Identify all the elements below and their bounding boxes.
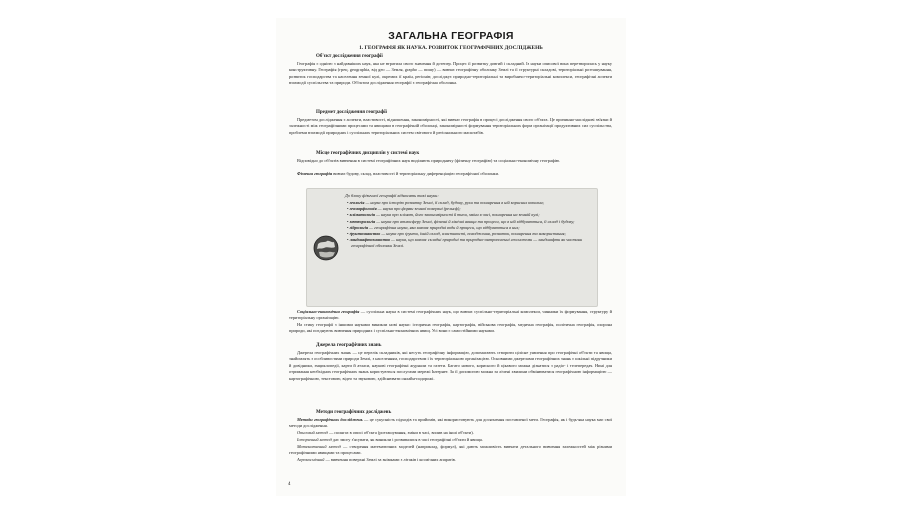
paragraph-sources: Джерела географічних знань — це перелік складників, які несуть географічну інформацію, допомагають створити цілісне уявлення про географічні об'єкти та явища, знайомлять з особливостями природи Землі, з населенням, господарством і їх територіальною організацією. Основними джерелами географічних знань є шкільні підручники й довідники, енциклопедії, карти й атласи, наукові географічні журнали та газети. Багато нового, корисного й цікавого можна дізнатися з радіо- і телепередач. Нині для отримання необхідних географічних знань користуються послугами мережі Інтернет. За її допомогою можна за лічені хвилини обмінюватися географічною інформацією — картографічною, текстовою, відео та звуковою, здійснювати онлайн-подорожі. [289,350,612,381]
section-heading-place: Місце географічних дисциплін у системі наук [316,151,420,156]
definition-text: — вивчення поверхні Землі за знімками з літаків і космічних апаратів. [324,457,456,462]
method-aerospace [289,457,612,463]
method-historical [289,437,612,443]
term-physical-geography: Фізична географія [297,171,333,176]
method-descriptive [289,430,612,436]
science-term: геологія [349,200,365,205]
science-desc: — наука про ґрунти, їхній склад, властивості, походження, розвиток, поширення та використання; [380,231,566,237]
box-intro: До блоку фізичної географії відносять такі науки: [345,193,439,198]
paragraph-object: Географія є однією з найдавніших наук, яка не втратила свого значення й дотепер. Процес її розвитку довгий і складний. Із науки описової вона перетворилась у науку конструктивну. Географія (грец. geographia, від geo — Земля, grapho — пишу) — вивчає географічну оболонку Землі та її структурні складові, територіальні розташування, розвиток господарства та населення земної кулі, окремих її країн, регіонів; досліджує природно-територіальні та виробничо-територіальні комплекси, географічні аспекти взаємодії суспільства та природи. Об'єктом дослідження географії є географічна оболонка. [289,61,612,86]
definition-text: вивчає будову, склад, властивості й територіальну диференціацію географічної оболонки. [332,171,500,176]
science-desc: — географічна наука, яка вивчає природні води й процеси, що відбуваються в них; [368,224,520,230]
chapter-heading: 1. ГЕОГРАФІЯ ЯК НАУКА. РОЗВИТОК ГЕОГРАФІЧНИХ ДОСЛІДЖЕНЬ [359,45,543,51]
term-mathematical: Математичний метод [297,444,341,449]
list-item [345,237,593,249]
science-desc: — наука про атмосферу Землі, фізичні й хімічні явища та процеси, що в ній відбуваються, її склад і будову; [375,218,575,224]
book-page [276,18,626,496]
term-socio-economic: Соціально-економічна географія [297,309,360,314]
paragraph-socio-economic [289,309,612,322]
science-desc: — наука про клімат, його закономірності й типи, зміни в часі, поширення на земній кулі; [375,212,540,218]
page-title: ЗАГАЛЬНА ГЕОГРАФІЯ [388,30,514,42]
definition-text: — суспільна наука в системі географічних наук, що вивчає суспільно-територіальні комплекси, чинники їх формування, структуру й територіальну організацію. [289,309,612,321]
science-term: ландшафтознавство [349,237,390,243]
definition-text: — полягає в описі об'єкта (розташування, зміни в часі, вплив на інші об'єкти). [327,430,474,435]
science-term: геоморфологія [349,206,377,212]
science-term: гідрологія [349,224,369,230]
term-descriptive: Описовий метод [297,430,328,435]
section-heading-object: Об'єкт дослідження географії [316,54,383,59]
method-mathematical [289,444,612,457]
science-term: ґрунтознавство [349,231,381,237]
definition-text: — створення математичних моделей (наприклад, формул), які дають можливість вивчати детального вивчення залежностей між різними географічними явищами та процесами. [289,444,612,456]
science-desc: — наука, що вивчає складні природні та природно-антропогенні геосистеми — ландшафти як частини географічної оболонки Землі. [351,237,582,249]
paragraph-place: Відповідно до об'єктів вивчення в системі географічних наук виділяють природничу (фізичну географію) та соціально-економічну географію. [297,158,561,163]
section-heading-sources: Джерела географічних знань [316,343,382,348]
science-term: метеорологія [349,218,376,224]
paragraph-physical-geography [289,171,612,177]
science-desc: — наука про історію розвитку Землі, її склад, будову, рухи та поширення в ній корисних копалин; [364,200,545,205]
paragraph-methods [289,417,612,430]
term-aerospace: Аерокосмічний [297,457,325,462]
definition-text: — це сукупність підходів та прийомів, які використовують для досягнення поставленої мети. Географія, як і будь-яка наука має свої методи дослідження. [289,417,612,429]
science-term: кліматологія [349,212,376,218]
term-methods: Методи географічних досліджень [297,417,363,422]
paragraph-new-sciences: На стику географії з іншими науками виникли нові науки: історична географія, картографія, військова географія, медична географія, політична географія, охорона природи, які поєднують вивчення природних і суспільно-економічних явищ. Усі вони є самостійними науками. [289,322,612,334]
term-historical: Історичний метод [297,437,332,442]
globe-icon [313,235,339,261]
science-desc: — наука про форми земної поверхні (рельєф); [376,206,461,212]
page-number: 4 [288,482,291,487]
physical-geography-box [306,188,598,307]
sciences-list [345,200,593,250]
definition-text: дає змогу з'ясувати, як виникли і розвивалися в часі географічні об'єкти й явища. [331,437,483,442]
section-heading-subject: Предмет дослідження географії [316,110,387,115]
paragraph-subject: Предметом дослідження є аспекти, властивості, відношення, закономірності, які вивчає географія в процесі дослідження свого об'єкта. Це причинно-наслідкові зв'язки й залежності між географічними процесами та явищами в географічній оболонці, закономірності формування територіальних форм організації продуктивних сил суспільства, проблеми взаємодії природних і суспільних територіальних систем світового й регіонального масштабів. [289,117,612,135]
section-heading-methods: Методи географічних досліджень [316,410,392,415]
